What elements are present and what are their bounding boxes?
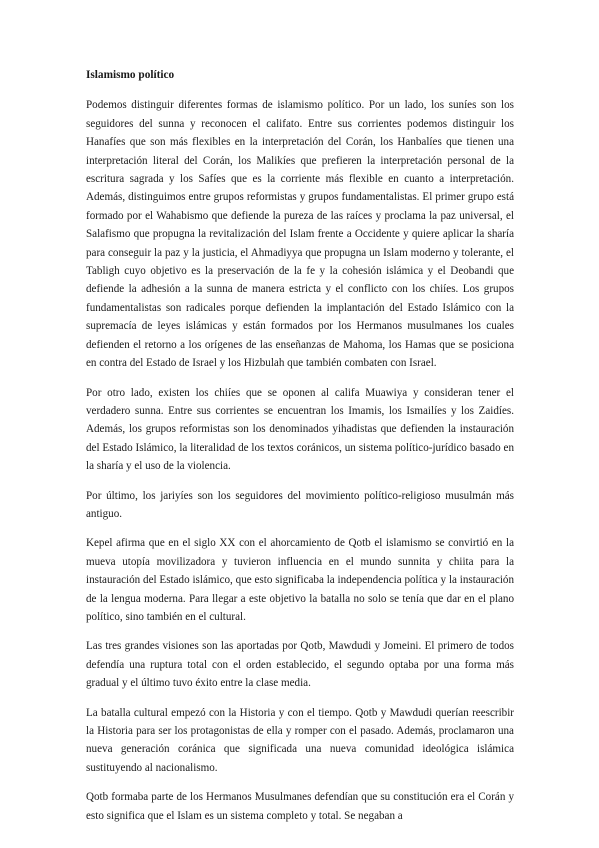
paragraph-shia-currents: Por otro lado, existen los chiíes que se oponen al califa Muawiya y consideran tener el verdadero sunna. Entre sus corrientes se encuentran los Imamis, los Ismailíes y los Zaidíes. Además, los grupos reformistas son los denominados yihadistas que defienden la instauración del Estado Islámico, la literalidad de los textos coránicos, un sistema político-jurídico basado en la sharía y el uso de la violencia. <box>86 386 514 473</box>
paragraph-three-visions: Las tres grandes visiones son las aportadas por Qotb, Mawdudi y Jomeini. El primero de todos defendía una ruptura total con el orden establecido, el segundo optaba por una forma más gradual y el último tuvo éxito entre la clase media. <box>86 640 514 690</box>
section-heading: Islamismo político <box>86 69 175 81</box>
paragraph-suni-currents: Podemos distinguir diferentes formas de islamismo político. Por un lado, los suníes son los seguidores del sunna y reconocen el califato. Entre sus corrientes podemos distinguir los Hanafíes que son más flexibles en la interpretación del Corán, los Hanbalíes que tienen una interpretación literal del Corán, los Malikíes que prefieren la interpretación personal de la escritura sagrada y los Safíes que es la corriente más flexible en cuanto a interpretación. Además, distinguimos entre grupos reformistas y grupos fundamentalistas. El primer grupo está formado por el Wahabismo que defiende la pureza de las raíces y proclama la paz universal, el Salafismo que propugna la revitalización del Islam frente a Occidente y quiere aplicar la sharía para conseguir la paz y la justicia, el Ahmadiyya que propugna un Islam moderno y tolerante, el Tabligh cuyo objetivo es la preservación de la fe y la cohesión islámica y el Deobandi que defiende la adhesión a la sunna de manera estricta y el conflicto con los chiíes. Los grupos fundamentalistas son radicales porque defienden la implantación del Estado Islámico con la supremacía de leyes islámicas y están formados por los Hermanos musulmanes los cuales defienden el retorno a los orígenes de las enseñanzas de Mahoma, los Hamas que se posiciona en contra del Estado de Israel y los Hizbulah que también combaten con Israel. <box>86 99 514 370</box>
paragraph-cultural-battle: La batalla cultural empezó con la Historia y con el tiempo. Qotb y Mawdudi querían reescribir la Historia para ser los protagonistas de ella y romper con el pasado. Además, proclamaron una nueva generación coránica que significada una nueva comunidad ideológica islámica sustituyendo al nacionalismo. <box>86 706 514 774</box>
paragraph-qotb-brotherhood: Qotb formaba parte de los Hermanos Musulmanes defendían que su constitución era el Corán y esto significa que el Islam es un sistema completo y total. Se negaban a <box>86 791 514 822</box>
paragraph-kharijites: Por último, los jariyíes son los seguidores del movimiento político-religioso musulmán más antiguo. <box>86 489 514 520</box>
paragraph-kepel: Kepel afirma que en el siglo XX con el ahorcamiento de Qotb el islamismo se convirtió en la mueva utopía movilizadora y tuvieron influencia en el mundo sunnita y chiita para la instauración del Estado islámico, que esto significaba la independencia política y la instauración de la lengua moderna. Para llegar a este objetivo la batalla no solo se tenía que dar en el plano político, sino también en el cultural. <box>86 537 514 623</box>
document-body <box>86 66 514 836</box>
